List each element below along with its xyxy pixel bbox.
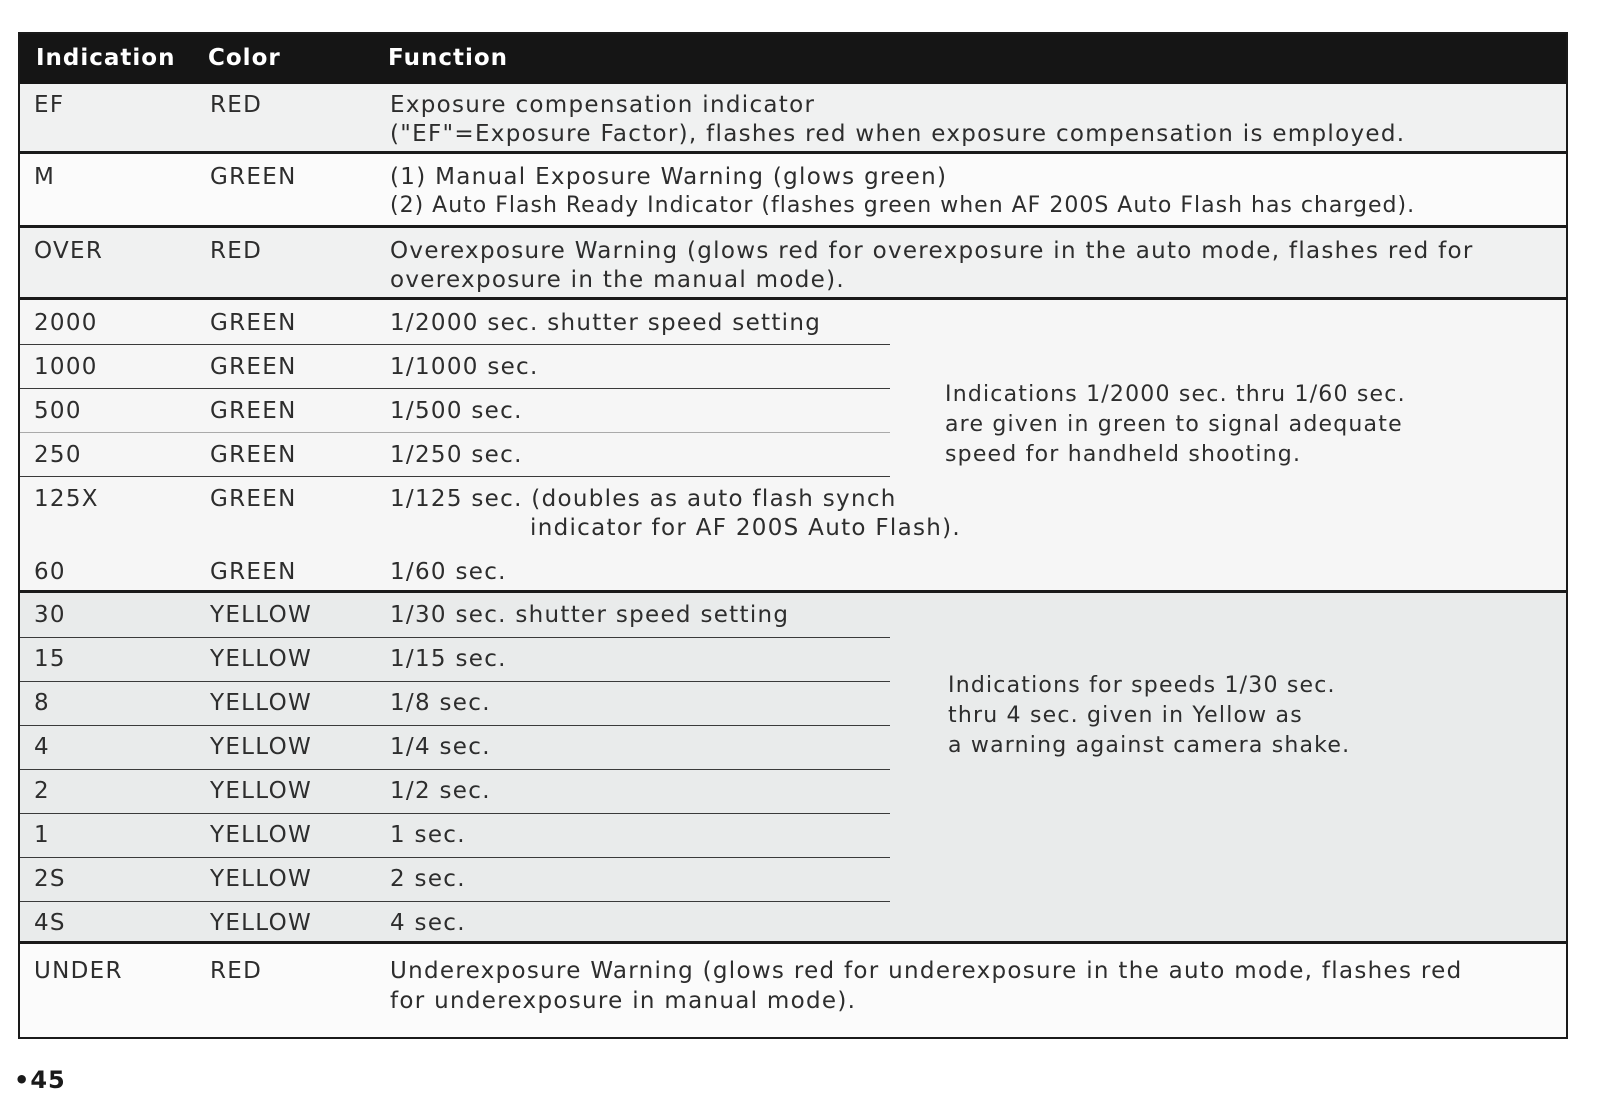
function-line: Underexposure Warning (glows red for underexposure in the auto mode, flashes red [390,958,1463,984]
row-divider [20,388,890,389]
indication-cell: OVER [34,238,104,264]
function-line: indicator for AF 200S Auto Flash). [530,515,962,541]
yellow-group-note [948,671,1350,761]
header-indication: Indication [36,45,176,71]
function-cell: 1/2 sec. [390,778,491,804]
row-divider [20,813,890,814]
indication-cell: 1 [34,822,50,848]
indication-cell: 8 [34,690,50,716]
color-cell: GREEN [210,398,297,424]
note-line: a warning against camera shake. [948,733,1351,758]
indication-cell: 30 [34,602,66,628]
function-cell: 1/30 sec. shutter speed setting [390,602,790,628]
function-line: 1/125 sec. (doubles as auto flash synch [390,486,897,512]
page-number: •45 [14,1066,66,1094]
row-divider [20,857,890,858]
green-group-note [945,380,1406,470]
function-cell: 1/4 sec. [390,734,491,760]
row-divider [20,681,890,682]
function-cell: 1/500 sec. [390,398,523,424]
header-color: Color [208,45,281,71]
function-line: overexposure in the manual mode). [390,267,845,293]
function-cell: 2 sec. [390,866,466,892]
row-divider [20,344,890,345]
indication-cell: 4 [34,734,50,760]
green-speed-group [20,300,1566,593]
color-cell: GREEN [210,559,297,585]
indication-cell: 2S [34,866,66,892]
color-cell: GREEN [210,486,297,512]
color-cell: GREEN [210,442,297,468]
color-cell: YELLOW [210,646,313,672]
function-line: Exposure compensation indicator [390,92,816,118]
indication-cell: 4S [34,910,66,936]
indication-cell: 250 [34,442,82,468]
function-line: Overexposure Warning (glows red for overexposure in the auto mode, flashes red for [390,238,1474,264]
function-cell: 1/15 sec. [390,646,507,672]
row-divider [20,637,890,638]
note-line: Indications 1/2000 sec. thru 1/60 sec. [945,382,1406,407]
note-line: Indications for speeds 1/30 sec. [948,673,1336,698]
color-cell: GREEN [210,164,297,190]
note-line: speed for handheld shooting. [945,442,1302,467]
row-ef [20,84,1566,154]
function-cell: 1/1000 sec. [390,354,539,380]
note-line: thru 4 sec. given in Yellow as [948,703,1303,728]
indication-cell: 1000 [34,354,98,380]
row-divider [20,725,890,726]
function-cell: 1/250 sec. [390,442,523,468]
yellow-speed-group [20,593,1566,944]
note-line: are given in green to signal adequate [945,412,1403,437]
color-cell: YELLOW [210,822,313,848]
color-cell: RED [210,238,263,264]
color-cell: YELLOW [210,602,313,628]
indication-cell: EF [34,92,65,118]
color-cell: RED [210,958,263,984]
color-cell: YELLOW [210,690,313,716]
row-divider [20,769,890,770]
function-line: (2) Auto Flash Ready Indicator (flashes green when AF 200S Auto Flash has charged). [390,193,1416,218]
color-cell: YELLOW [210,866,313,892]
indication-cell: 2 [34,778,50,804]
row-divider [20,432,890,433]
color-cell: GREEN [210,354,297,380]
function-cell: 1/2000 sec. shutter speed setting [390,310,822,336]
function-cell: 1/8 sec. [390,690,491,716]
indication-cell: M [34,164,56,190]
row-m [20,154,1566,228]
indication-cell: 60 [34,559,66,585]
function-line: for underexposure in manual mode). [390,988,857,1014]
color-cell: YELLOW [210,778,313,804]
function-cell: 4 sec. [390,910,466,936]
function-line: (1) Manual Exposure Warning (glows green) [390,164,948,190]
row-divider [20,476,890,477]
color-cell: YELLOW [210,734,313,760]
row-divider [20,901,890,902]
indication-cell: UNDER [34,958,123,984]
color-cell: YELLOW [210,910,313,936]
color-cell: RED [210,92,263,118]
row-over [20,228,1566,300]
function-line: ("EF"=Exposure Factor), flashes red when exposure compensation is employed. [390,121,1406,147]
function-cell: 1/60 sec. [390,559,507,585]
header-function: Function [388,45,509,71]
function-cell: 1 sec. [390,822,466,848]
table-header [20,34,1566,84]
indication-cell: 125X [34,486,99,512]
color-cell: GREEN [210,310,297,336]
indication-cell: 2000 [34,310,98,336]
indication-cell: 500 [34,398,82,424]
indication-cell: 15 [34,646,66,672]
indicator-table [18,32,1568,1039]
row-under [20,944,1566,1037]
